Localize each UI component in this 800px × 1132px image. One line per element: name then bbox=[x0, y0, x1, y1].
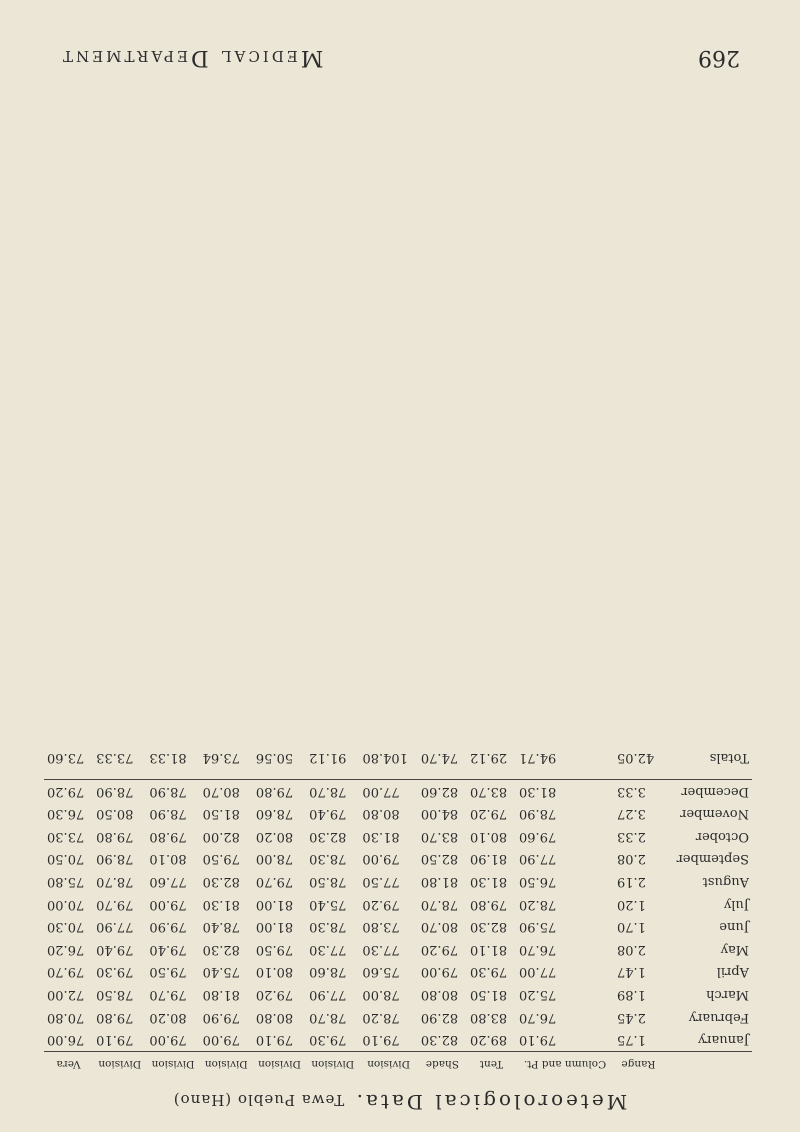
value-cell: 78.90 bbox=[519, 806, 557, 822]
table-row bbox=[44, 870, 752, 893]
value-cell: 79.70 bbox=[47, 964, 85, 980]
value-cell: 79.40 bbox=[149, 941, 187, 957]
value-cell: 80.80 bbox=[420, 987, 459, 1003]
value-cell: 83.70 bbox=[420, 828, 459, 844]
value-cell: 79.80 bbox=[469, 896, 508, 912]
value-cell: 78.00 bbox=[255, 851, 294, 867]
table-row bbox=[44, 938, 752, 961]
value-cell: 73.30 bbox=[47, 828, 85, 844]
month-cell: July bbox=[723, 896, 749, 912]
value-cell: 81.50 bbox=[202, 806, 240, 822]
value-cell: 76.50 bbox=[519, 874, 557, 890]
table-body bbox=[44, 745, 752, 1052]
header-month bbox=[663, 1052, 752, 1073]
value-cell: 76.30 bbox=[47, 806, 85, 822]
month-cell: March bbox=[706, 987, 749, 1003]
value-cell: 75.60 bbox=[362, 964, 400, 980]
value-cell: 73.60 bbox=[44, 745, 93, 780]
value-cell: 75.80 bbox=[47, 874, 85, 890]
value-cell: 1.47 bbox=[616, 964, 646, 980]
value-cell: 79.30 bbox=[96, 964, 134, 980]
value-cell: 81.30 bbox=[519, 783, 557, 799]
value-cell: 79.80 bbox=[96, 1009, 134, 1025]
value-cell: 81.30 bbox=[202, 896, 240, 912]
month-cell: May bbox=[720, 941, 749, 957]
value-cell: 79.80 bbox=[96, 828, 134, 844]
value-cell: 80.70 bbox=[420, 919, 459, 935]
value-cell: 78.70 bbox=[309, 783, 347, 799]
value-cell: 77.90 bbox=[309, 987, 347, 1003]
header-cell: Tent bbox=[467, 1052, 516, 1073]
value-cell: 76.70 bbox=[519, 1009, 557, 1025]
value-cell: 81.00 bbox=[255, 896, 294, 912]
value-cell: 81.10 bbox=[469, 941, 508, 957]
value-cell: 78.20 bbox=[362, 1009, 400, 1025]
value-cell: 42.05 bbox=[614, 745, 663, 780]
value-cell: 79.90 bbox=[149, 919, 187, 935]
value-cell: 77.00 bbox=[362, 783, 400, 799]
value-cell: 78.50 bbox=[96, 987, 134, 1003]
table-row bbox=[44, 1006, 752, 1029]
value-cell: 2.33 bbox=[616, 828, 646, 844]
value-cell: 79.20 bbox=[362, 896, 400, 912]
value-cell: 94.71 bbox=[516, 745, 614, 780]
value-cell: 70.00 bbox=[47, 896, 85, 912]
month-cell: November bbox=[680, 806, 749, 822]
value-cell: 82.90 bbox=[420, 1009, 459, 1025]
header-cell: Vera bbox=[44, 1052, 93, 1073]
running-head-title: Medical Department bbox=[60, 45, 324, 70]
value-cell: 77.00 bbox=[519, 964, 557, 980]
value-cell: 79.40 bbox=[96, 941, 134, 957]
value-cell: 82.30 bbox=[202, 941, 240, 957]
table-row bbox=[44, 961, 752, 984]
running-head bbox=[60, 45, 740, 70]
month-cell: September bbox=[676, 851, 749, 867]
header-cell: Division bbox=[146, 1052, 199, 1073]
value-cell: 79.00 bbox=[202, 1032, 240, 1048]
value-cell: 81.30 bbox=[362, 828, 400, 844]
value-cell: 70.30 bbox=[47, 919, 85, 935]
value-cell: 78.60 bbox=[309, 964, 347, 980]
value-cell: 2.08 bbox=[616, 851, 646, 867]
month-cell: June bbox=[719, 919, 749, 935]
value-cell: 79.40 bbox=[309, 806, 347, 822]
header-cell: Range bbox=[614, 1052, 663, 1073]
meteorological-table bbox=[44, 745, 752, 1072]
value-cell: 73.80 bbox=[362, 919, 400, 935]
value-cell: 81.80 bbox=[420, 874, 459, 890]
page-subtitle: Tewa Pueblo (Hano) bbox=[172, 1091, 345, 1109]
value-cell: 80.10 bbox=[255, 964, 294, 980]
value-cell: 104.80 bbox=[359, 745, 417, 780]
value-cell: 79.00 bbox=[149, 1032, 187, 1048]
value-cell: 84.00 bbox=[420, 806, 459, 822]
value-cell: 79.00 bbox=[149, 896, 187, 912]
table-row bbox=[44, 802, 752, 825]
value-cell: 83.80 bbox=[469, 1009, 508, 1025]
table-header-row bbox=[44, 1052, 752, 1073]
value-cell: 73.33 bbox=[93, 745, 146, 780]
value-cell: 80.70 bbox=[202, 783, 240, 799]
value-cell: 50.56 bbox=[253, 745, 306, 780]
value-cell: 2.19 bbox=[616, 874, 646, 890]
value-cell: 78.90 bbox=[96, 783, 134, 799]
value-cell: 80.10 bbox=[149, 851, 187, 867]
value-cell: 78.70 bbox=[309, 1009, 347, 1025]
table-row bbox=[44, 893, 752, 916]
header-cell: Division bbox=[306, 1052, 359, 1073]
value-cell: 80.80 bbox=[362, 806, 400, 822]
value-cell: 1.89 bbox=[616, 987, 646, 1003]
value-cell: 75.20 bbox=[519, 987, 557, 1003]
value-cell: 78.90 bbox=[96, 851, 134, 867]
value-cell: 79.50 bbox=[255, 941, 294, 957]
value-cell: 78.30 bbox=[309, 851, 347, 867]
value-cell: 2.08 bbox=[616, 941, 646, 957]
value-cell: 79.70 bbox=[255, 874, 294, 890]
value-cell: 82.30 bbox=[202, 874, 240, 890]
value-cell: 81.50 bbox=[469, 987, 508, 1003]
value-cell: 79.50 bbox=[202, 851, 240, 867]
value-cell: 1.75 bbox=[616, 1032, 646, 1048]
value-cell: 76.70 bbox=[519, 941, 557, 957]
value-cell: 78.70 bbox=[96, 874, 134, 890]
value-cell: 77.60 bbox=[149, 874, 187, 890]
header-cell: Column and Pt. bbox=[516, 1052, 614, 1073]
value-cell: 78.90 bbox=[149, 806, 187, 822]
value-cell: 3.27 bbox=[616, 806, 646, 822]
value-cell: 76.00 bbox=[47, 1032, 85, 1048]
totals-label: Totals bbox=[663, 745, 752, 780]
value-cell: 79.90 bbox=[202, 1009, 240, 1025]
value-cell: 72.00 bbox=[47, 987, 85, 1003]
page-title bbox=[0, 1090, 800, 1114]
value-cell: 82.30 bbox=[469, 919, 508, 935]
value-cell: 79.00 bbox=[420, 964, 459, 980]
value-cell: 77.30 bbox=[362, 941, 400, 957]
value-cell: 1.70 bbox=[616, 919, 646, 935]
value-cell: 29.12 bbox=[467, 745, 516, 780]
value-cell: 79.10 bbox=[96, 1032, 134, 1048]
month-cell: December bbox=[681, 783, 749, 799]
value-cell: 76.20 bbox=[47, 941, 85, 957]
value-cell: 82.30 bbox=[309, 828, 347, 844]
table-row bbox=[44, 848, 752, 871]
title-text: Meteorological Data. bbox=[353, 1090, 628, 1114]
month-cell: August bbox=[702, 874, 749, 890]
value-cell: 83.70 bbox=[469, 783, 508, 799]
table-row bbox=[44, 779, 752, 802]
value-cell: 78.50 bbox=[309, 874, 347, 890]
value-cell: 82.50 bbox=[420, 851, 459, 867]
value-cell: 80.20 bbox=[255, 828, 294, 844]
value-cell: 1.20 bbox=[616, 896, 646, 912]
value-cell: 75.40 bbox=[202, 964, 240, 980]
value-cell: 78.60 bbox=[255, 806, 294, 822]
month-cell: April bbox=[716, 964, 749, 980]
value-cell: 79.80 bbox=[149, 828, 187, 844]
table-row bbox=[44, 983, 752, 1006]
value-cell: 91.12 bbox=[306, 745, 359, 780]
header-cell: Division bbox=[200, 1052, 253, 1073]
value-cell: 81.90 bbox=[469, 851, 508, 867]
value-cell: 79.20 bbox=[255, 987, 294, 1003]
value-cell: 80.10 bbox=[469, 828, 508, 844]
value-cell: 82.60 bbox=[420, 783, 459, 799]
table-row bbox=[44, 1028, 752, 1051]
value-cell: 70.80 bbox=[47, 1009, 85, 1025]
value-cell: 80.80 bbox=[255, 1009, 294, 1025]
value-cell: 79.60 bbox=[519, 828, 557, 844]
value-cell: 80.20 bbox=[149, 1009, 187, 1025]
value-cell: 78.00 bbox=[362, 987, 400, 1003]
totals-row bbox=[44, 745, 752, 780]
value-cell: 79.20 bbox=[469, 806, 508, 822]
table-row bbox=[44, 915, 752, 938]
value-cell: 81.80 bbox=[202, 987, 240, 1003]
header-cell: Division bbox=[253, 1052, 306, 1073]
value-cell: 74.70 bbox=[418, 745, 467, 780]
value-cell: 81.30 bbox=[469, 874, 508, 890]
value-cell: 79.00 bbox=[362, 851, 400, 867]
value-cell: 77.30 bbox=[309, 941, 347, 957]
value-cell: 2.45 bbox=[616, 1009, 646, 1025]
value-cell: 81.00 bbox=[255, 919, 294, 935]
page-number: 269 bbox=[698, 45, 740, 70]
value-cell: 78.90 bbox=[149, 783, 187, 799]
value-cell: 79.10 bbox=[255, 1032, 294, 1048]
value-cell: 77.90 bbox=[519, 851, 557, 867]
header-cell: Division bbox=[359, 1052, 417, 1073]
value-cell: 82.30 bbox=[420, 1032, 459, 1048]
month-cell: February bbox=[688, 1009, 749, 1025]
value-cell: 79.20 bbox=[420, 941, 459, 957]
header-cell: Division bbox=[93, 1052, 146, 1073]
header-cell: Shade bbox=[418, 1052, 467, 1073]
value-cell: 78.20 bbox=[519, 896, 557, 912]
month-cell: January bbox=[697, 1032, 749, 1048]
value-cell: 79.50 bbox=[149, 964, 187, 980]
value-cell: 70.50 bbox=[47, 851, 85, 867]
value-cell: 73.64 bbox=[200, 745, 253, 780]
value-cell: 75.40 bbox=[309, 896, 347, 912]
value-cell: 80.50 bbox=[96, 806, 134, 822]
value-cell: 79.80 bbox=[255, 783, 294, 799]
value-cell: 79.20 bbox=[47, 783, 85, 799]
value-cell: 89.20 bbox=[469, 1032, 508, 1048]
value-cell: 75.90 bbox=[519, 919, 557, 935]
value-cell: 3.33 bbox=[616, 783, 646, 799]
value-cell: 77.90 bbox=[96, 919, 134, 935]
table-row bbox=[44, 825, 752, 848]
value-cell: 79.10 bbox=[519, 1032, 557, 1048]
value-cell: 79.10 bbox=[362, 1032, 400, 1048]
value-cell: 78.40 bbox=[202, 919, 240, 935]
value-cell: 78.30 bbox=[309, 919, 347, 935]
value-cell: 81.33 bbox=[146, 745, 199, 780]
month-cell: October bbox=[695, 828, 749, 844]
value-cell: 78.70 bbox=[420, 896, 459, 912]
value-cell: 79.70 bbox=[96, 896, 134, 912]
value-cell: 82.00 bbox=[202, 828, 240, 844]
value-cell: 77.50 bbox=[362, 874, 400, 890]
value-cell: 79.30 bbox=[469, 964, 508, 980]
value-cell: 79.70 bbox=[149, 987, 187, 1003]
value-cell: 79.30 bbox=[309, 1032, 347, 1048]
